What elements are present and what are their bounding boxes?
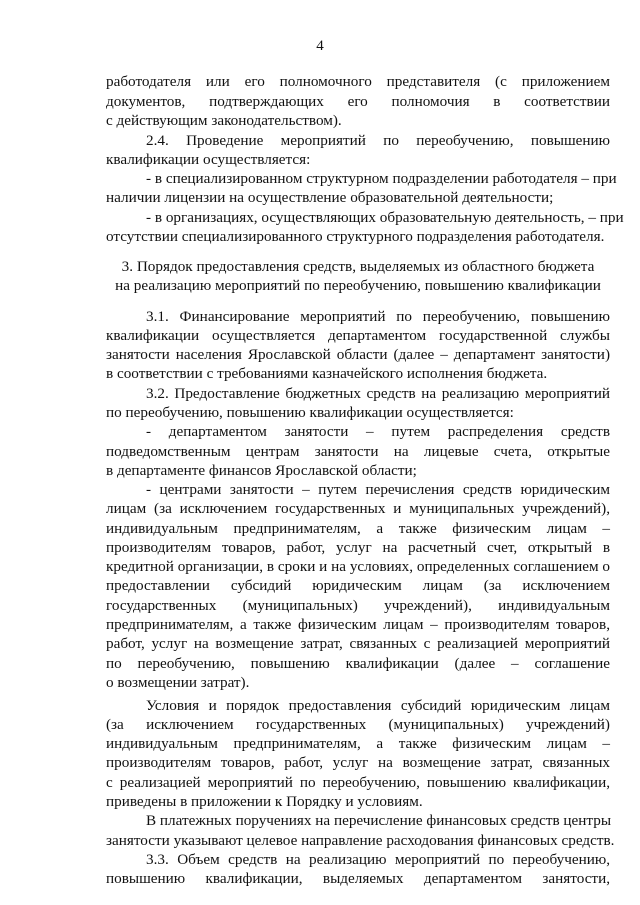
text-line: кредитной организации, в сроки и на условиях, определенных соглашением о [106, 558, 610, 575]
text-line: 3.3. Объем средств на реализацию мероприятий по переобучению, [146, 851, 610, 868]
text-line: наличии лицензии на осуществление образовательной деятельности; [106, 189, 554, 206]
text-line: подведомственным центрам занятости на лицевые счета, открытые [106, 443, 610, 460]
text-line: - в специализированном структурном подразделении работодателя – при [146, 170, 617, 187]
text-line: предпринимателям, а также физическим лицам – производителям товаров, [106, 616, 610, 633]
text-line: индивидуальным предпринимателям, а также физическим лицам – [106, 520, 610, 537]
text-line: в соответствии с требованиями казначейского исполнения бюджета. [106, 365, 548, 382]
text-line: приведены в приложении к Порядку и условиям. [106, 793, 423, 810]
text-line: занятости населения Ярославской области (далее – департамент занятости) [106, 346, 610, 363]
text-line: производителям товаров, работ, услуг на расчетный счет, открытый в [106, 539, 610, 556]
text-line: предоставлении субсидий юридическим лицам (за исключением [106, 577, 610, 594]
text-line: квалификации осуществляется: [106, 151, 311, 168]
text-line: с реализацией мероприятий по переобучению, повышению квалификации, [106, 774, 610, 791]
text-line: занятости указывают целевое направление расходования финансовых средств. [106, 832, 615, 849]
text-line: производителям товаров, работ, услуг на возмещение затрат, связанных [106, 754, 610, 771]
text-line: 3.1. Финансирование мероприятий по переобучению, повышению [146, 308, 610, 325]
text-line: работ, услуг на возмещение затрат, связанных с реализацией мероприятий [106, 635, 610, 652]
text-line: 2.4. Проведение мероприятий по переобучению, повышению [146, 132, 610, 149]
text-line: в департаменте финансов Ярославской области; [106, 462, 417, 479]
text-line: о возмещении затрат). [106, 674, 250, 691]
text-line: по переобучению, повышению квалификации (далее – соглашение [106, 655, 610, 672]
text-line: лицам (за исключением государственных и муниципальных учреждений), [106, 500, 610, 517]
text-line: отсутствии специализированного структурного подразделения работодателя. [106, 228, 605, 245]
page-number: 4 [316, 38, 324, 54]
text-line: работодателя или его полномочного представителя (с приложением [106, 73, 610, 90]
text-line: квалификации осуществляется департаментом государственной службы [106, 327, 610, 344]
text-line: 3.2. Предоставление бюджетных средств на реализацию мероприятий [146, 385, 610, 402]
text-line: повышению квалификации, выделяемых департаментом занятости, [106, 870, 610, 887]
text-line: индивидуальным предпринимателям, а также физическим лицам – [106, 735, 610, 752]
section-heading: 3. Порядок предоставления средств, выделяемых из областного бюджета [121, 258, 595, 275]
text-line: Условия и порядок предоставления субсидий юридическим лицам [146, 697, 610, 714]
text-line: государственных (муниципальных) учреждений), индивидуальным [106, 597, 610, 614]
text-line: - центрами занятости – путем перечисления средств юридическим [146, 481, 610, 498]
text-line: с действующим законодательством). [106, 112, 342, 129]
text-line: - департаментом занятости – путем распределения средств [146, 423, 610, 440]
section-heading: на реализацию мероприятий по переобучению, повышению квалификации [115, 277, 601, 294]
text-line: (за исключением государственных (муниципальных) учреждений) [106, 716, 610, 733]
text-line: В платежных поручениях на перечисление финансовых средств центры [146, 812, 612, 829]
text-line: - в организациях, осуществляющих образовательную деятельность, – при [146, 209, 624, 226]
text-line: документов, подтверждающих его полномочия в соответствии [106, 93, 610, 110]
text-line: по переобучению, повышению квалификации осуществляется: [106, 404, 514, 421]
